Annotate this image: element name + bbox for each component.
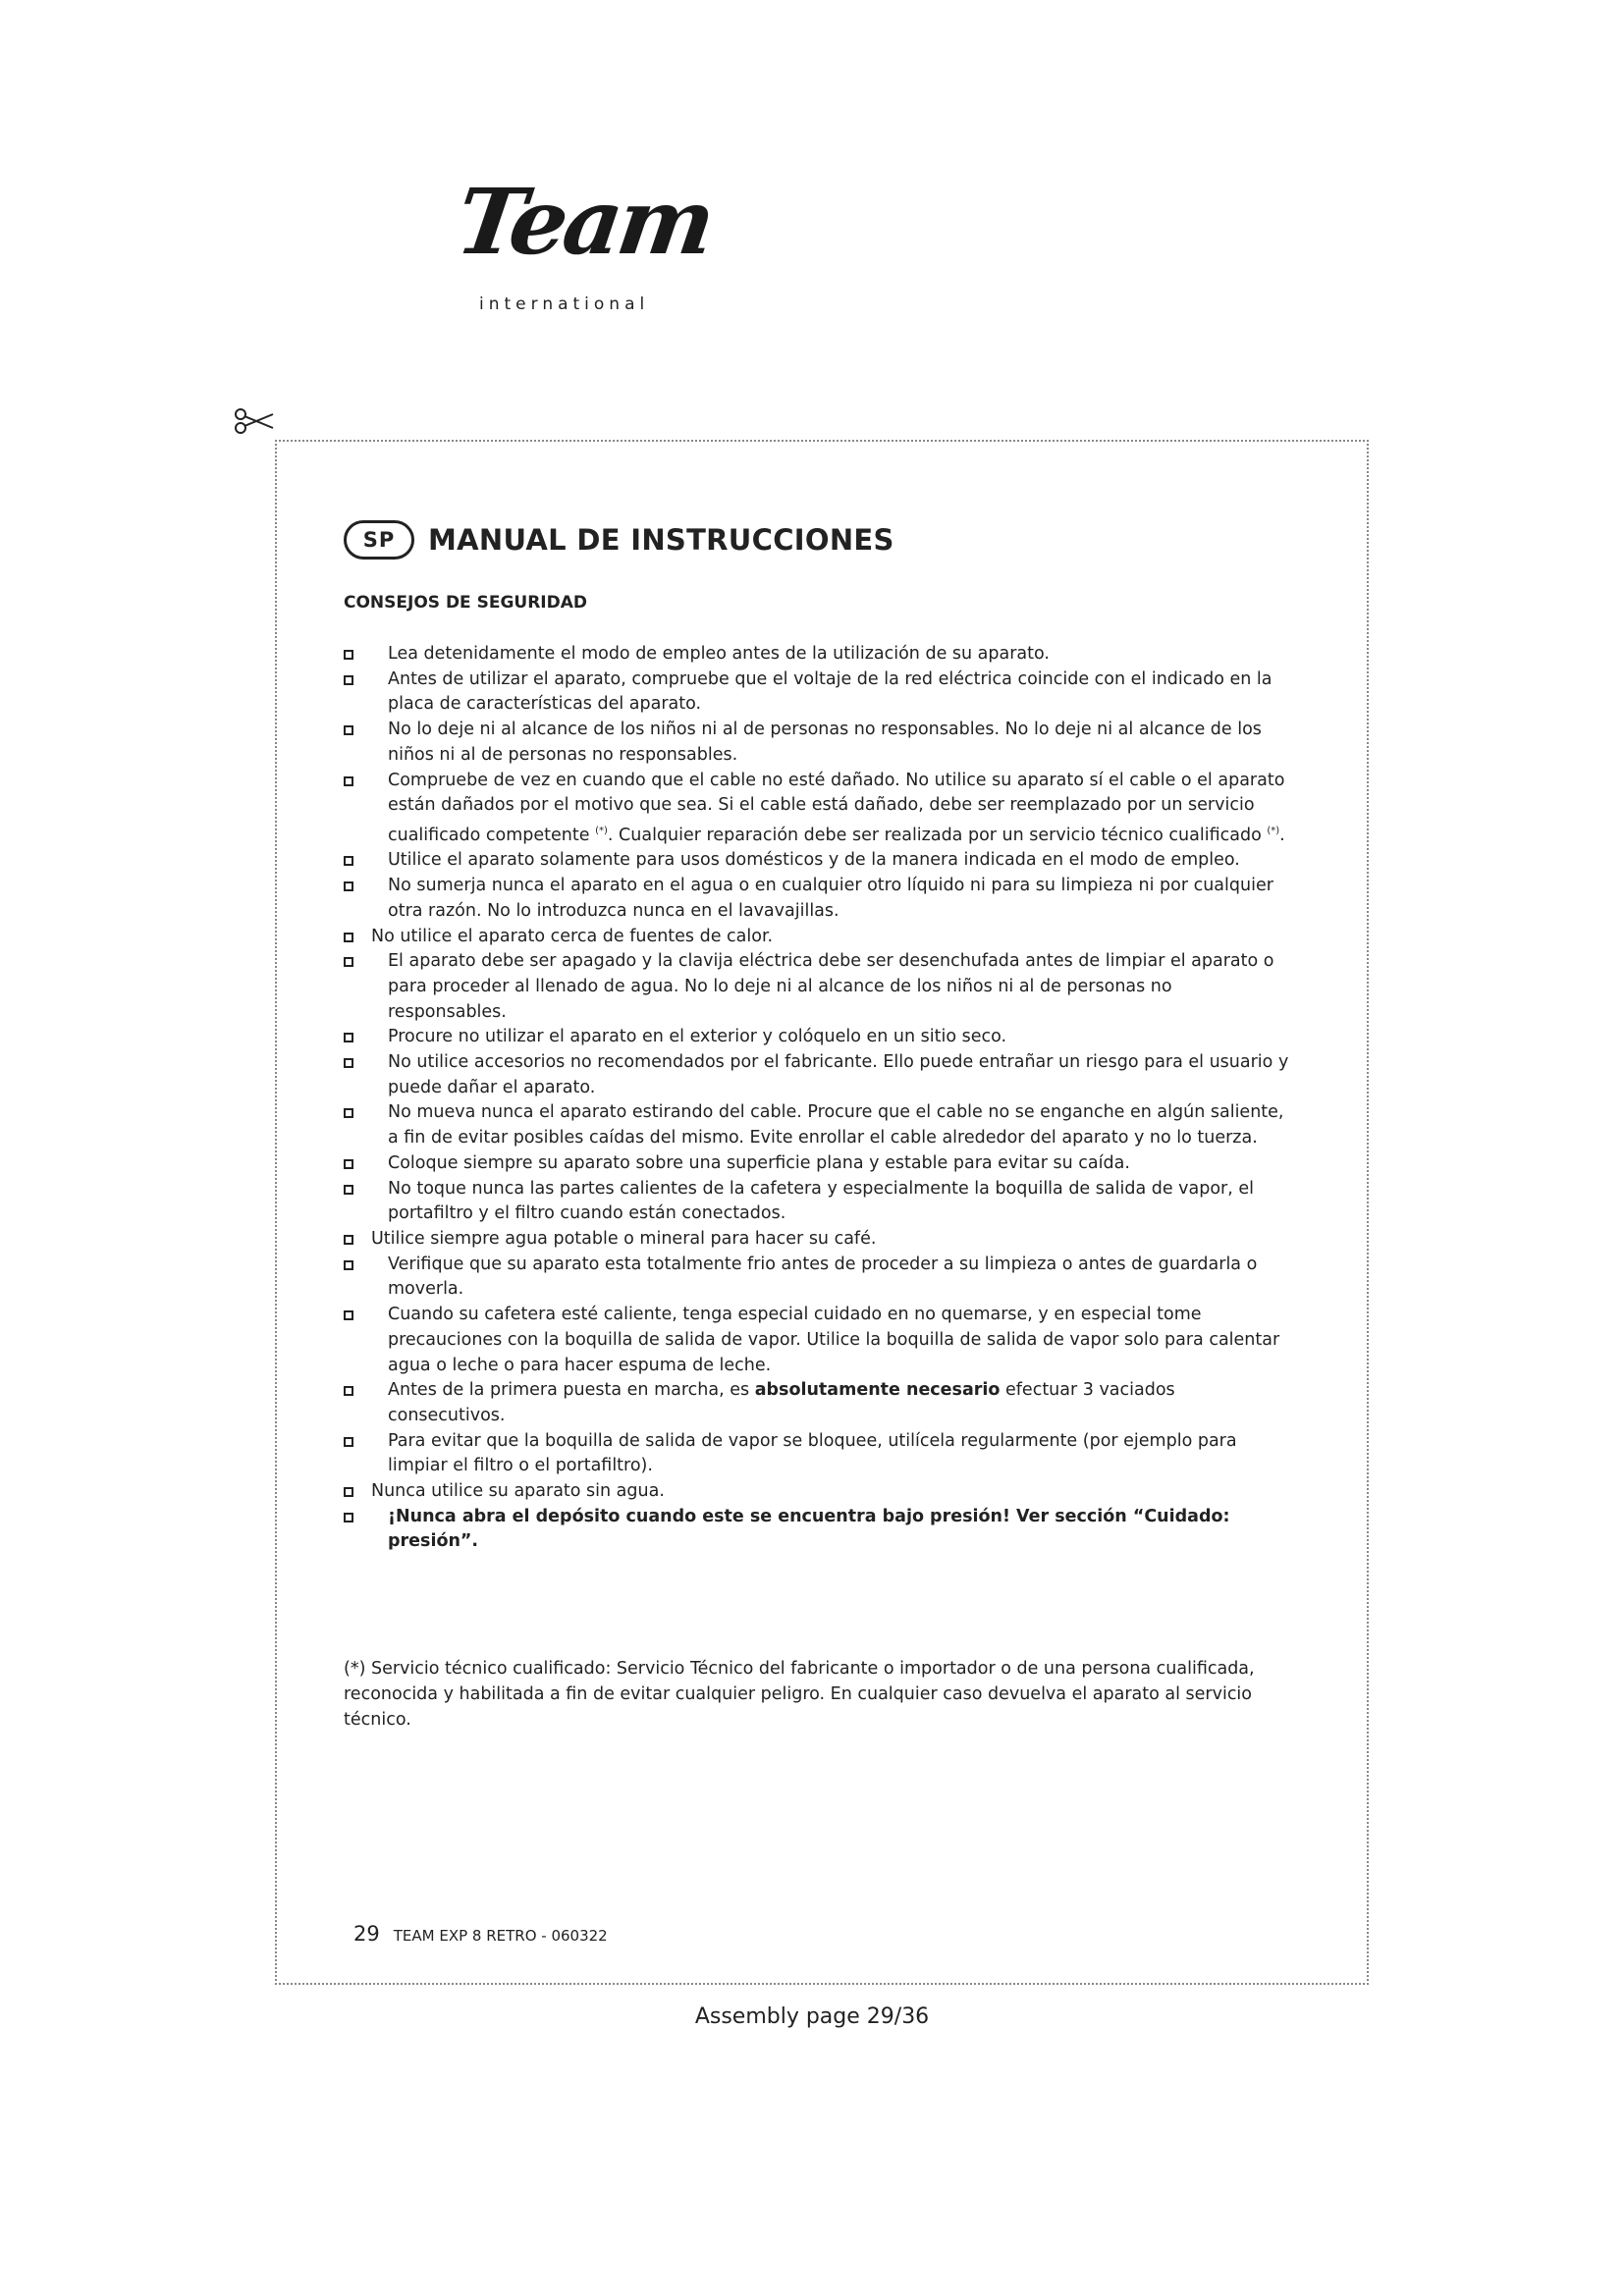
checkbox-bullet-icon bbox=[344, 1487, 353, 1497]
page-title: MANUAL DE INSTRUCCIONES bbox=[428, 523, 894, 557]
checkbox-bullet-icon bbox=[344, 1513, 353, 1522]
footnote-marker: (*) bbox=[1267, 825, 1280, 836]
list-item: Compruebe de vez en cuando que el cable no esté dañado. No utilice su aparato sí el cable o el aparato están dañados por el motivo que sea. Si el cable está dañado, debe ser reemplazado por un servicio cualificado competente (*). Cualquier reparación debe ser realizada por un servicio técnico cualificado (*). bbox=[342, 769, 1294, 849]
checkbox-bullet-icon bbox=[344, 933, 353, 942]
list-item: No utilice accesorios no recomendados por el fabricante. Ello puede entrañar un riesgo para el usuario y puede dañar el aparato. bbox=[342, 1050, 1294, 1100]
page-number: 29 bbox=[353, 1922, 380, 1946]
language-badge: SP bbox=[344, 520, 414, 560]
list-item: Verifique que su aparato esta totalmente frio antes de proceder a su limpieza o antes de guardarla o moverla. bbox=[342, 1253, 1294, 1303]
checkbox-bullet-icon bbox=[344, 1058, 353, 1068]
list-item: No mueva nunca el aparato estirando del cable. Procure que el cable no se enganche en algún saliente, a fin de evitar posibles caídas del mismo. Evite enrollar el cable alrededor del aparato y no lo tuerza. bbox=[342, 1100, 1294, 1150]
list-item: Cuando su cafetera esté caliente, tenga especial cuidado en no quemarse, y en especial tome precauciones con la boquilla de salida de vapor. Utilice la boquilla de salida de vapor solo para calentar agua o leche o para hacer espuma de leche. bbox=[342, 1303, 1294, 1378]
list-item: Coloque siempre su aparato sobre una superficie plana y estable para evitar su caída. bbox=[342, 1151, 1294, 1177]
assembly-page-label: Assembly page 29/36 bbox=[694, 2004, 930, 2029]
emphasis-text: absolutamente necesario bbox=[754, 1380, 1001, 1401]
safety-list bbox=[342, 642, 1294, 1555]
scissors-icon bbox=[234, 406, 279, 436]
page-footer bbox=[353, 1922, 608, 1946]
checkbox-bullet-icon bbox=[344, 1108, 353, 1118]
list-item: Para evitar que la boquilla de salida de vapor se bloquee, utilícela regularmente (por ejemplo para limpiar el filtro o el portafiltro). bbox=[342, 1429, 1294, 1479]
footnote-marker: (*) bbox=[595, 825, 608, 836]
list-item-warning: ¡Nunca abra el depósito cuando este se encuentra bajo presión! Ver sección “Cuidado: presión”. bbox=[342, 1505, 1294, 1555]
checkbox-bullet-icon bbox=[344, 725, 353, 735]
checkbox-bullet-icon bbox=[344, 957, 353, 967]
list-item: Antes de la primera puesta en marcha, es absolutamente necesario efectuar 3 vaciados consecutivos. bbox=[342, 1378, 1294, 1428]
list-item: Antes de utilizar el aparato, compruebe que el voltaje de la red eléctrica coincide con el indicado en la placa de características del aparato. bbox=[342, 667, 1294, 718]
list-item: No lo deje ni al alcance de los niños ni al de personas no responsables. No lo deje ni al alcance de los niños ni al de personas no responsables. bbox=[342, 718, 1294, 768]
list-item: Nunca utilice su aparato sin agua. bbox=[342, 1479, 1294, 1505]
checkbox-bullet-icon bbox=[344, 1185, 353, 1195]
footnote: (*) Servicio técnico cualificado: Servicio Técnico del fabricante o importador o de una persona cualificada, reconocida y habilitada a fin de evitar cualquier peligro. En cualquier caso devuelva el aparato al servicio técnico. bbox=[344, 1659, 1255, 1730]
logo-wordmark: Team bbox=[450, 169, 718, 275]
checkbox-bullet-icon bbox=[344, 881, 353, 891]
checkbox-bullet-icon bbox=[344, 1260, 353, 1270]
checkbox-bullet-icon bbox=[344, 1310, 353, 1320]
list-item: Procure no utilizar el aparato en el exterior y colóquelo en un sitio seco. bbox=[342, 1025, 1294, 1050]
checkbox-bullet-icon bbox=[344, 650, 353, 660]
list-item: Utilice el aparato solamente para usos domésticos y de la manera indicada en el modo de empleo. bbox=[342, 848, 1294, 874]
team-international-logo bbox=[432, 157, 718, 334]
checkbox-bullet-icon bbox=[344, 675, 353, 685]
checkbox-bullet-icon bbox=[344, 1386, 353, 1396]
list-item: Lea detenidamente el modo de empleo antes de la utilización de su aparato. bbox=[342, 642, 1294, 667]
list-item: No toque nunca las partes calientes de la cafetera y especialmente la boquilla de salida de vapor, el portafiltro y el filtro cuando están conectados. bbox=[342, 1177, 1294, 1227]
checkbox-bullet-icon bbox=[344, 776, 353, 786]
document-code: TEAM EXP 8 RETRO - 060322 bbox=[393, 1927, 608, 1945]
checkbox-bullet-icon bbox=[344, 856, 353, 866]
list-item: No utilice el aparato cerca de fuentes de calor. bbox=[342, 925, 1294, 950]
logo-subtitle: international bbox=[479, 294, 650, 314]
list-item: Utilice siempre agua potable o mineral para hacer su café. bbox=[342, 1227, 1294, 1253]
list-item: No sumerja nunca el aparato en el agua o en cualquier otro líquido ni para su limpieza ni por cualquier otra razón. No lo introduzca nunca en el lavavajillas. bbox=[342, 874, 1294, 924]
section-title: CONSEJOS DE SEGURIDAD bbox=[344, 593, 588, 613]
checkbox-bullet-icon bbox=[344, 1033, 353, 1042]
list-item: El aparato debe ser apagado y la clavija eléctrica debe ser desenchufada antes de limpiar el aparato o para proceder al llenado de agua. No lo deje ni al alcance de los niños ni al de personas no responsables. bbox=[342, 949, 1294, 1025]
checkbox-bullet-icon bbox=[344, 1437, 353, 1447]
checkbox-bullet-icon bbox=[344, 1235, 353, 1245]
manual-heading bbox=[344, 520, 894, 560]
checkbox-bullet-icon bbox=[344, 1159, 353, 1169]
